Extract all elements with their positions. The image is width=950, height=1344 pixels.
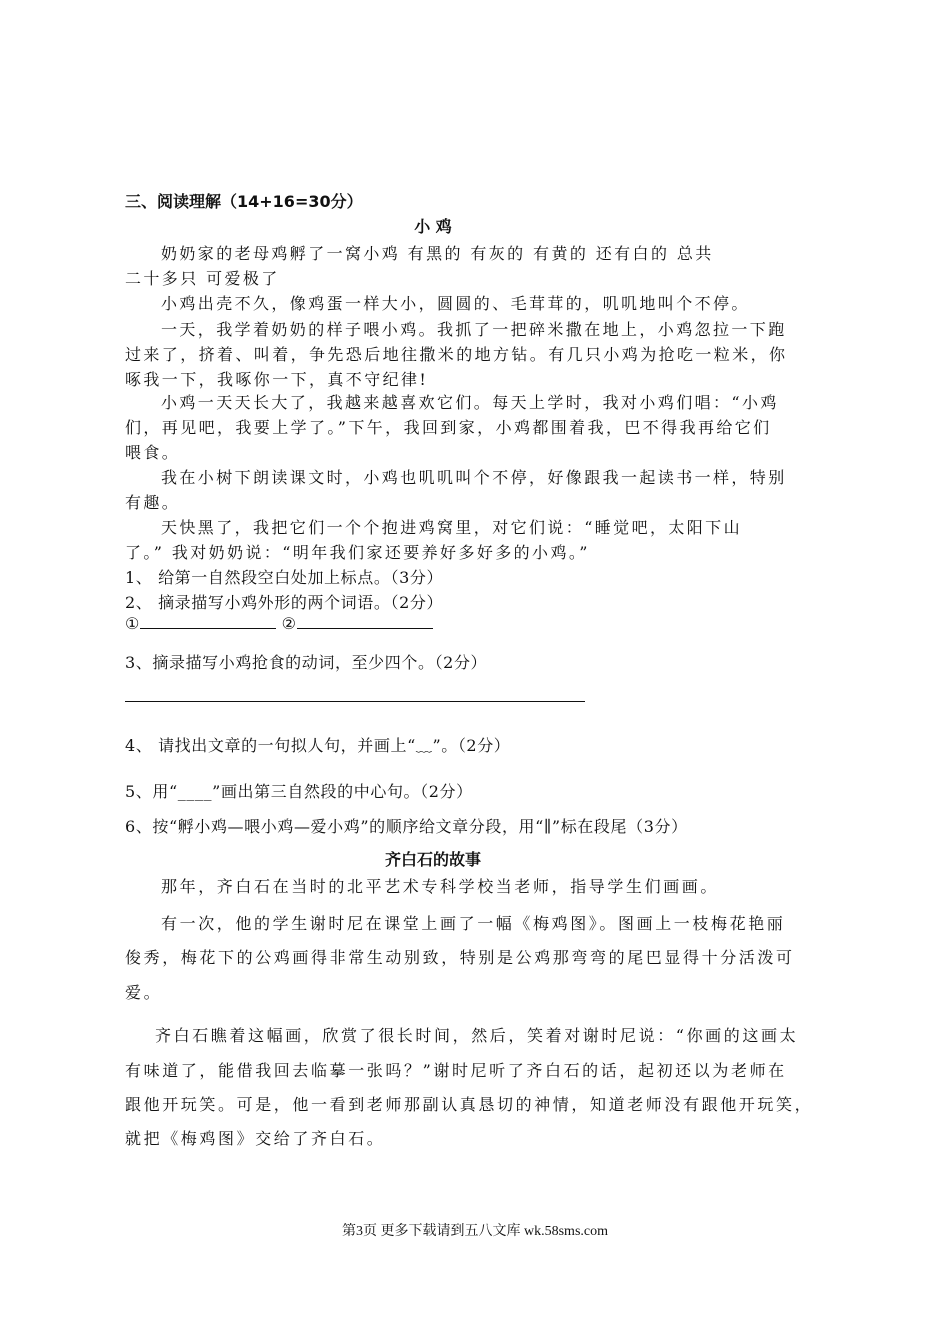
story2-line: 齐白石瞧着这幅画，欣赏了很长时间，然后，笑着对谢时尼说：“你画的这画太 — [155, 1026, 799, 1045]
story1-line: 喂食。 — [125, 443, 181, 462]
page-footer: 第3页 更多下载请到五八文库 wk.58sms.com — [342, 1224, 608, 1239]
story2-line: 跟他开玩笑。可是，他一看到老师那副认真恳切的神情，知道老师没有跟他开玩笑， — [125, 1095, 814, 1114]
question-1: 1、 给第一自然段空白处加上标点。（3分） — [125, 568, 444, 587]
story1-line: 小鸡一天天长大了，我越来越喜欢它们。每天上学时，我对小鸡们唱：“小鸡 — [161, 393, 779, 412]
story1-line: 啄我一下，我啄你一下，真不守纪律! — [125, 370, 429, 389]
story1-line: 一天，我学着奶奶的样子喂小鸡。我抓了一把碎米撒在地上，小鸡忽拉一下跑 — [161, 320, 787, 339]
answer-marker-1: ① — [125, 614, 140, 633]
answer-marker-2: ② — [281, 614, 297, 633]
story1-line: 小鸡出壳不久，像鸡蛋一样大小，圆圆的、毛茸茸的，叽叽地叫个不停。 — [161, 294, 750, 313]
story1-line: 有趣。 — [125, 493, 181, 512]
question-2: 2、 摘录描写小鸡外形的两个词语。（2分） — [125, 593, 444, 612]
story2-line: 那年，齐白石在当时的北平艺术专科学校当老师，指导学生们画画。 — [161, 877, 720, 896]
question-3: 3、摘录描写小鸡抢食的动词，至少四个。（2分） — [125, 653, 488, 672]
story2-line: 有一次，他的学生谢时尼在课堂上画了一幅《梅鸡图》。图画上一枝梅花艳丽 — [161, 914, 786, 933]
question-2-answers — [125, 614, 433, 633]
answer-blank-2[interactable] — [297, 614, 433, 629]
answer-line-3[interactable] — [125, 701, 585, 702]
story1-title: 小 鸡 — [414, 217, 452, 236]
story2-line: 俊秀，梅花下的公鸡画得非常生动别致，特别是公鸡那弯弯的尾巴显得十分活泼可 — [125, 948, 795, 967]
story2-title: 齐白石的故事 — [384, 850, 481, 869]
question-5: 5、用“____”画出第三自然段的中心句。（2分） — [125, 782, 473, 801]
story1-line: 天快黑了，我把它们一个个抱进鸡窝里，对它们说：“睡觉吧，太阳下山 — [161, 518, 742, 537]
question-6: 6、按“孵小鸡—喂小鸡—爱小鸡”的顺序给文章分段，用“∥”标在段尾（3分） — [125, 817, 688, 836]
story2-line: 就把《梅鸡图》交给了齐白石。 — [125, 1129, 386, 1148]
story1-line: 过来了，挤着、叫着，争先恐后地往撒米的地方钻。有几只小鸡为抢吃一粒米，你 — [125, 345, 788, 364]
story1-line: 们，再见吧，我要上学了。”下午，我回到家，小鸡都围着我，巴不得我再给它们 — [125, 418, 772, 437]
question-4: 4、 请找出文章的一句拟人句，并画上“﹏”。（2分） — [125, 736, 511, 755]
story1-line: 了。” 我对奶奶说：“明年我们家还要养好多好多的小鸡。” — [125, 543, 590, 562]
story1-line: 奶奶家的老母鸡孵了一窝小鸡 有黑的 有灰的 有黄的 还有白的 总共 — [161, 244, 714, 263]
story1-line: 我在小树下朗读课文时，小鸡也叽叽叫个不停，好像跟我一起读书一样，特别 — [161, 468, 787, 487]
story2-line: 有味道了，能借我回去临摹一张吗？”谢时尼听了齐白石的话，起初还以为老师在 — [125, 1061, 787, 1080]
section-heading: 三、阅读理解（14+16=30分） — [125, 192, 363, 211]
story1-line: 二十多只 可爱极了 — [125, 269, 280, 288]
story2-line: 爱。 — [125, 983, 163, 1002]
answer-blank-1[interactable] — [140, 614, 276, 629]
